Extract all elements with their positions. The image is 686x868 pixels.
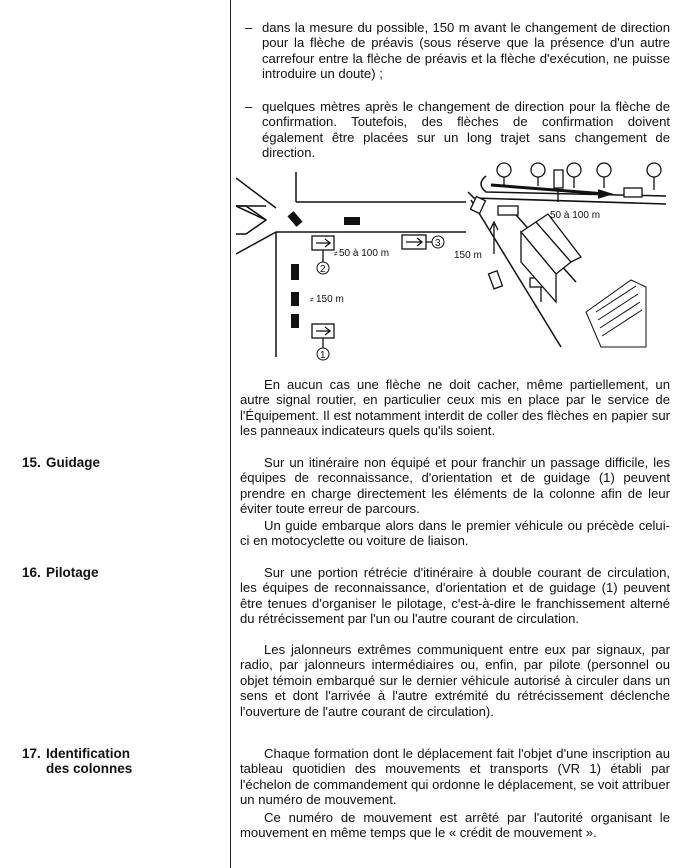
bullet-confirmation: – quelques mètres après le changement de direction pour la flèche de confirmation. Toutefois, des flèches de confirmation doivent également être placées sur un long trajet sans changement de direction. [245, 99, 670, 161]
perspective-truck [624, 188, 642, 197]
perspective-car [489, 271, 503, 289]
perspective-sign-left [498, 206, 518, 215]
section-15-heading: 15. Guidage [22, 455, 101, 470]
section-15-paragraph-1: Sur un itinéraire non équipé et pour franchir un passage difficile, les équipes de reconnaissance, d'orientation et de guidage (1) peuvent prendre en charge directement les éléments de la colonne afin de leur éviter toute erreur de parcours. [240, 455, 670, 517]
vehicle-4 [291, 292, 299, 306]
section-17-paragraph-1: Chaque formation dont le déplacement fait l'objet d'une inscription au tableau quotidien des mouvements et transports (VR 1) établi par l'échelon de commandement qui ordonne le déplacement, se voit attribuer un numéro de mouvement. [240, 746, 670, 808]
left-distance-label: 50 à 100 m [339, 248, 390, 259]
section-16-paragraph-1: Sur une portion rétrécie d'itinéraire à double courant de circulation, les équipes de reconnaissance, d'orientation et de guidage (1) peuvent être tenues d'organiser le pilotage, c'est-à-dire le franchissement alterné du rétrécissement par l'un ou l'autre courant de circulation. [240, 565, 670, 627]
right-150-label: 150 m [454, 250, 482, 261]
section-16-heading: 16. Pilotage [22, 565, 99, 580]
vehicle-1 [287, 211, 302, 227]
bullet-preavis: – dans la mesure du possible, 150 m avant le changement de direction pour la flèche de préavis (sous réserve que la présence d'un autre carrefour entre la flèche de préavis et la flèche d'exécution, ne puisse introduire un doute) ; [245, 20, 670, 82]
marker-2: 2 [320, 264, 326, 275]
svg-text:≠: ≠ [334, 251, 338, 258]
intersection-diagram [236, 172, 466, 357]
vehicle-5 [291, 314, 299, 328]
vehicle-3 [291, 264, 299, 280]
vehicle-2 [344, 217, 360, 225]
svg-text:≠: ≠ [310, 297, 314, 304]
paragraph-intro: En aucun cas une flèche ne doit cacher, même partiellement, un autre signal routier, en particulier ceux mis en place par le service de l'Équipement. Il est notamment interdit de coller des flèches en papier sur les panneaux indicateurs quels qu'ils soient. [240, 377, 670, 439]
perspective-sign-top [554, 170, 563, 188]
perspective-van [471, 197, 486, 214]
section-17-heading: 17. Identification des colonnes [22, 746, 133, 777]
section-16-paragraph-2: Les jalonneurs extrêmes communiquent entre eux par signaux, par radio, par jalonneurs intermédiaires ou, enfin, par pilote (personnel ou objet témoin embarqué sur le dernier véhicule autorisé à circuler dans un sens et dont l'arrivée à l'autre extrémité du rétrécissement déclenche l'ouverture de l'autre courant de circulation). [240, 642, 670, 719]
tower-block [586, 280, 646, 347]
marker-3: 3 [435, 238, 441, 249]
left-150-label: 150 m [316, 294, 344, 305]
right-distance-label: 50 à 100 m [550, 210, 601, 221]
building [521, 214, 581, 302]
margin-rule [230, 0, 231, 868]
signage-figure [236, 162, 666, 362]
section-17-paragraph-2: Ce numéro de mouvement est arrêté par l'autorité organisant le mouvement en même temps que le « crédit de mouvement ». [240, 810, 670, 841]
section-15-paragraph-2: Un guide embarque alors dans le premier véhicule ou précède celui-ci en motocyclette ou voiture de liaison. [240, 518, 670, 549]
marker-1: 1 [320, 350, 326, 361]
